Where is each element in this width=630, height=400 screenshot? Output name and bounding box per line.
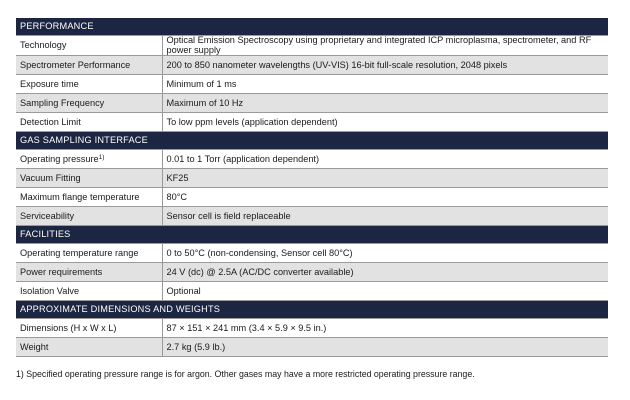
section-header-gas-sampling bbox=[16, 132, 608, 150]
row-label: Power requirements bbox=[16, 263, 162, 282]
row-label: Dimensions (H x W x L) bbox=[16, 319, 162, 338]
section-header-performance bbox=[16, 18, 608, 36]
row-value: 80°C bbox=[162, 188, 608, 207]
table-row bbox=[16, 188, 608, 207]
row-label: Serviceability bbox=[16, 207, 162, 226]
row-label: Detection Limit bbox=[16, 113, 162, 132]
section-title: FACILITIES bbox=[16, 226, 608, 244]
row-label: Exposure time bbox=[16, 75, 162, 94]
table-row bbox=[16, 75, 608, 94]
row-value: Optical Emission Spectroscopy using proprietary and integrated ICP microplasma, spectrometer, and RF power supply bbox=[162, 36, 608, 56]
table-row bbox=[16, 263, 608, 282]
table-row bbox=[16, 150, 608, 169]
row-label: Vacuum Fitting bbox=[16, 169, 162, 188]
section-header-facilities bbox=[16, 226, 608, 244]
row-label bbox=[16, 150, 162, 169]
row-value: Sensor cell is field replaceable bbox=[162, 207, 608, 226]
table-row bbox=[16, 319, 608, 338]
row-value: Maximum of 10 Hz bbox=[162, 94, 608, 113]
row-value: Minimum of 1 ms bbox=[162, 75, 608, 94]
row-value: KF25 bbox=[162, 169, 608, 188]
specifications-table bbox=[16, 18, 608, 357]
table-row bbox=[16, 36, 608, 56]
row-value: 2.7 kg (5.9 lb.) bbox=[162, 338, 608, 357]
table-row bbox=[16, 94, 608, 113]
row-value: 200 to 850 nanometer wavelengths (UV-VIS) 16-bit full-scale resolution, 2048 pixels bbox=[162, 56, 608, 75]
row-value: 0 to 50°C (non-condensing, Sensor cell 80°C) bbox=[162, 244, 608, 263]
row-label-text: Operating pressure bbox=[20, 153, 99, 164]
table-row bbox=[16, 56, 608, 75]
footnote: 1) Specified operating pressure range is for argon. Other gases may have a more restricted operating pressure range. bbox=[16, 369, 475, 379]
row-value: To low ppm levels (application dependent) bbox=[162, 113, 608, 132]
table-row bbox=[16, 244, 608, 263]
row-label: Maximum flange temperature bbox=[16, 188, 162, 207]
row-label: Spectrometer Performance bbox=[16, 56, 162, 75]
row-value: 24 V (dc) @ 2.5A (AC/DC converter available) bbox=[162, 263, 608, 282]
row-label: Operating temperature range bbox=[16, 244, 162, 263]
section-header-dimensions bbox=[16, 301, 608, 319]
table-row bbox=[16, 207, 608, 226]
row-value: 0.01 to 1 Torr (application dependent) bbox=[162, 150, 608, 169]
table-row bbox=[16, 113, 608, 132]
row-label: Sampling Frequency bbox=[16, 94, 162, 113]
footnote-marker: 1) bbox=[98, 153, 105, 161]
row-value: Optional bbox=[162, 282, 608, 301]
row-label: Weight bbox=[16, 338, 162, 357]
section-title: GAS SAMPLING INTERFACE bbox=[16, 132, 608, 150]
row-label: Technology bbox=[16, 36, 162, 56]
section-title: PERFORMANCE bbox=[16, 18, 608, 36]
table-row bbox=[16, 169, 608, 188]
table-row bbox=[16, 282, 608, 301]
section-title: APPROXIMATE DIMENSIONS AND WEIGHTS bbox=[16, 301, 608, 319]
table-row bbox=[16, 338, 608, 357]
row-value: 87 × 151 × 241 mm (3.4 × 5.9 × 9.5 in.) bbox=[162, 319, 608, 338]
row-label: Isolation Valve bbox=[16, 282, 162, 301]
